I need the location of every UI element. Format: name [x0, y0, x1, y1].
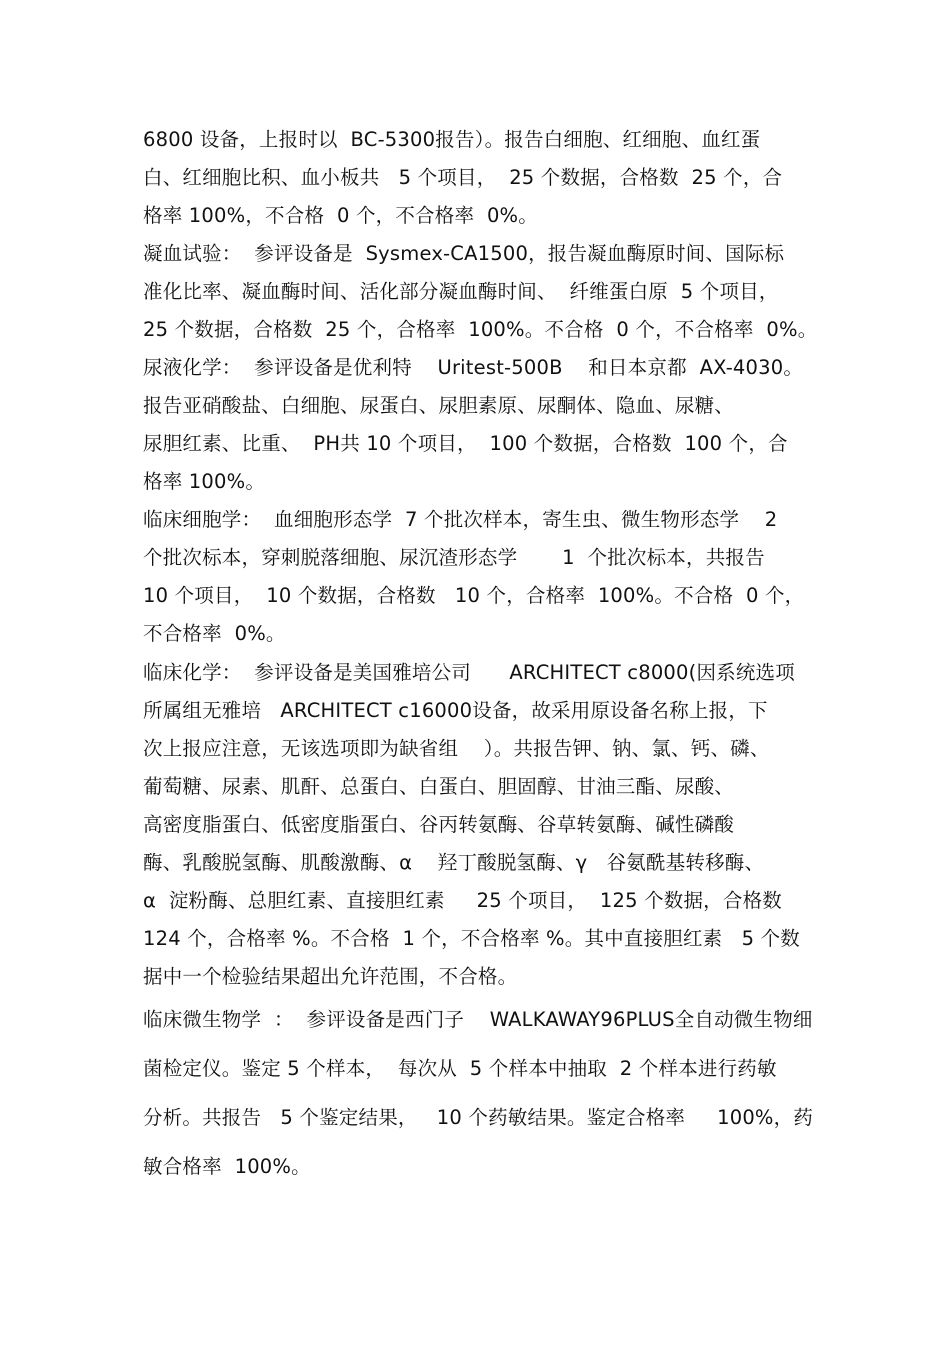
text-line: 尿液化学： 参评设备是优利特 Uritest-500B 和日本京都 AX-4030。 — [143, 356, 804, 379]
text-line: 10 个项目， 10 个数据，合格数 10 个，合格率 100%。不合格 0 个， — [143, 584, 805, 607]
text-line: 分析。共报告 5 个鉴定结果， 10 个药敏结果。鉴定合格率 100%，药 — [143, 1106, 814, 1129]
text-line: 凝血试验： 参评设备是 Sysmex-CA1500，报告凝血酶原时间、国际标 — [143, 242, 785, 265]
text-line: 高密度脂蛋白、低密度脂蛋白、谷丙转氨酶、谷草转氨酶、碱性磷酸 — [143, 813, 735, 836]
text-line: 酶、乳酸脱氢酶、肌酸激酶、α 羟丁酸脱氢酶、γ 谷氨酰基转移酶、 — [143, 851, 765, 874]
text-line: 临床化学： 参评设备是美国雅培公司 ARCHITECT c8000(因系统选项 — [143, 661, 795, 684]
text-line: 不合格率 0%。 — [143, 622, 286, 645]
text-line: 所属组无雅培 ARCHITECT c16000设备，故采用原设备名称上报，下 — [143, 699, 768, 722]
text-line: 报告亚硝酸盐、白细胞、尿蛋白、尿胆素原、尿酮体、隐血、尿糖、 — [143, 394, 735, 417]
text-line: 个批次标本，穿刺脱落细胞、尿沉渣形态学 1 个批次标本，共报告 — [143, 546, 765, 569]
text-line: 白、红细胞比积、血小板共 5 个项目， 25 个数据，合格数 25 个，合 — [143, 166, 783, 189]
text-line: 准化比率、凝血酶时间、活化部分凝血酶时间、 纤维蛋白原 5 个项目， — [143, 280, 779, 303]
text-line: 敏合格率 100%。 — [143, 1155, 311, 1178]
text-line: 格率 100%，不合格 0 个，不合格率 0%。 — [143, 204, 538, 227]
text-line: 格率 100%。 — [143, 470, 266, 493]
text-line: 25 个数据，合格数 25 个，合格率 100%。不合格 0 个，不合格率 0%。 — [143, 318, 818, 341]
text-line: 菌检定仪。鉴定 5 个样本， 每次从 5 个样本中抽取 2 个样本进行药敏 — [143, 1057, 777, 1080]
text-line: 6800 设备，上报时以 BC-5300报告）。报告白细胞、红细胞、血红蛋 — [143, 128, 761, 151]
text-line: 124 个，合格率 %。不合格 1 个，不合格率 %。其中直接胆红素 5 个数 — [143, 927, 800, 950]
text-line: 次上报应注意，无该选项即为缺省组 ）。共报告钾、钠、氯、钙、磷、 — [143, 737, 770, 760]
text-line: 尿胆红素、比重、 PH共 10 个项目， 100 个数据，合格数 100 个，合 — [143, 432, 788, 455]
text-line: 葡萄糖、尿素、肌酐、总蛋白、白蛋白、胆固醇、甘油三酯、尿酸、 — [143, 775, 735, 798]
text-line: α 淀粉酶、总胆红素、直接胆红素 25 个项目， 125 个数据，合格数 — [143, 889, 782, 912]
text-line: 据中一个检验结果超出允许范围，不合格。 — [143, 965, 518, 988]
text-line: 临床细胞学： 血细胞形态学 7 个批次样本，寄生虫、微生物形态学 2 — [143, 508, 778, 531]
text-line: 临床微生物学 ： 参评设备是西门子 WALKAWAY96PLUS全自动微生物细 — [143, 1008, 813, 1031]
